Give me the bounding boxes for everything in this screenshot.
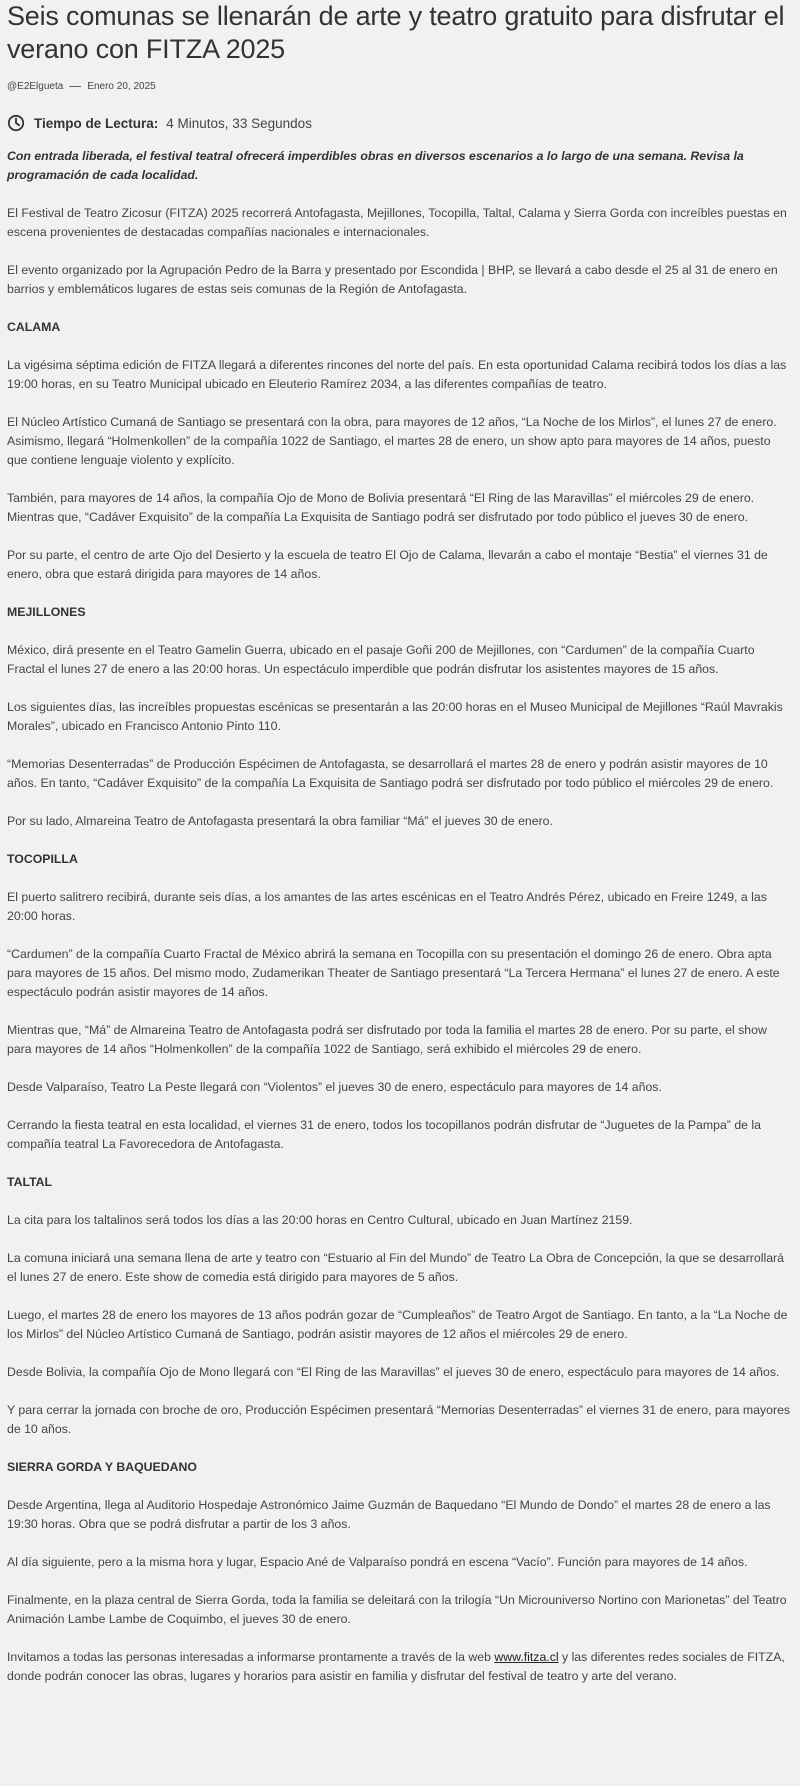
reading-time-value: 4 Minutos, 33 Segundos xyxy=(166,115,312,131)
meta-separator xyxy=(69,86,81,87)
body-paragraph: “Memorias Desenterradas” de Producción Espécimen de Antofagasta, se desarrollará el martes 28 de enero y podrán asistir mayores de 10 años. En tanto, “Cadáver Exquisito” de la compañía La Exquisita de Santiago podrá ser disfrutado por todo público el miércoles 29 de enero. xyxy=(7,757,774,790)
body-paragraph: “Cardumen” de la compañía Cuarto Fractal de México abrirá la semana en Tocopilla con su presentación el domingo 26 de enero. Obra apta para mayores de 15 años. Del mismo modo, Zudamerikan Theater de Santiago presentará “La Tercera Hermana” el lunes 27 de enero. A este espectáculo podrán asistir mayores de 14 años. xyxy=(7,947,780,999)
body-paragraph: La comuna iniciará una semana llena de arte y teatro con “Estuario al Fin del Mundo” de Teatro La Obra de Concepción, la que se desarrollará el lunes 27 de enero. Este show de comedia está dirigido para mayores de 5 años. xyxy=(7,1251,784,1284)
reading-time xyxy=(7,111,793,135)
article-lead: Con entrada liberada, el festival teatral ofrecerá imperdibles obras en diversos escenarios a lo largo de una semana. Revisa la programación de cada localidad. xyxy=(7,149,744,182)
body-paragraph: Desde Argentina, llega al Auditorio Hospedaje Astronómico Jaime Guzmán de Baquedano “El Mundo de Dondo” el martes 28 de enero a las 19:30 horas. Obra que se podrá disfrutar a partir de los 3 años. xyxy=(7,1498,771,1531)
body-paragraph: Luego, el martes 28 de enero los mayores de 13 años podrán gozar de “Cumpleaños” de Teatro Argot de Santiago. En tanto, a la “La Noche de los Mirlos” del Núcleo Artístico Cumaná de Santiago, podrán asistir mayores de 12 años el miércoles 29 de enero. xyxy=(7,1308,788,1341)
section-heading-taltal: TALTAL xyxy=(7,1175,53,1189)
body-paragraph: La vigésima séptima edición de FITZA llegará a diferentes rincones del norte del país. En esta oportunidad Calama recibirá todos los días a las 19:00 horas, en su Teatro Municipal ubicado en Eleuterio Ramírez 2034, a las diferentes compañías de teatro. xyxy=(7,358,787,391)
body-paragraph: Y para cerrar la jornada con broche de oro, Producción Espécimen presentará “Memorias Desenterradas” el viernes 31 de enero, para mayores de 10 años. xyxy=(7,1403,791,1436)
body-paragraph: Mientras que, “Má” de Almareina Teatro de Antofagasta podrá ser disfrutado por toda la familia el martes 28 de enero. Por su parte, el show para mayores de 14 años “Holmenkollen” de la compañía 1022 de Santiago, será exhibido el miércoles 29 de enero. xyxy=(7,1023,767,1056)
body-paragraph: México, dirá presente en el Teatro Gamelin Guerra, ubicado en el pasaje Goñi 200 de Mejillones, con “Cardumen” de la compañía Cuarto Fractal el lunes 27 de enero a las 20:00 horas. Un espectáculo imperdible que podrán disfrutar los asistentes mayores de 15 años. xyxy=(7,643,755,676)
section-heading-tocopilla: TOCOPILLA xyxy=(7,852,78,866)
body-paragraph: El puerto salitrero recibirá, durante seis días, a los amantes de las artes escénicas en el Teatro Andrés Pérez, ubicado en Freire 1249, a las 20:00 horas. xyxy=(7,890,767,923)
section-heading-calama: CALAMA xyxy=(7,320,61,334)
body-paragraph: Los siguientes días, las increíbles propuestas escénicas se presentarán a las 20:00 horas en el Museo Municipal de Mejillones “Raúl Mavrakis Morales”, ubicado en Francisco Antonio Pinto 110. xyxy=(7,700,783,733)
reading-time-label: Tiempo de Lectura: xyxy=(34,115,159,131)
body-paragraph: El Núcleo Artístico Cumaná de Santiago se presentará con la obra, para mayores de 12 años, “La Noche de los Mirlos”, el lunes 27 de enero. Asimismo, llegará “Holmenkollen” de la compañía 1022 de Santiago, el martes 28 de enero, un show apto para mayores de 14 años, puesto que contiene lenguaje violento y explícito. xyxy=(7,415,777,467)
publish-date: Enero 20, 2025 xyxy=(87,80,156,92)
body-paragraph: Por su parte, el centro de arte Ojo del Desierto y la escuela de teatro El Ojo de Calama, llevarán a cabo el montaje “Bestia” el viernes 31 de enero, obra que estará dirigida para mayores de 14 años. xyxy=(7,548,768,581)
body-paragraph: Cerrando la fiesta teatral en esta localidad, el viernes 31 de enero, todos los tocopillanos podrán disfrutar de “Juguetes de la Pampa” de la compañía teatral La Favorecedora de Antofagasta. xyxy=(7,1118,761,1151)
body-paragraph: Al día siguiente, pero a la misma hora y lugar, Espacio Ané de Valparaíso pondrá en escena “Vacío”. Función para mayores de 14 años. xyxy=(7,1555,748,1569)
body-paragraph: Desde Bolivia, la compañía Ojo de Mono llegará con “El Ring de las Maravillas” el jueves 30 de enero, espectáculo para mayores de 14 años. xyxy=(7,1365,780,1379)
body-paragraph: Desde Valparaíso, Teatro La Peste llegará con “Violentos” el jueves 30 de enero, espectáculo para mayores de 14 años. xyxy=(7,1080,662,1094)
intro-paragraph: El Festival de Teatro Zicosur (FITZA) 2025 recorrerá Antofagasta, Mejillones, Tocopilla, Taltal, Calama y Sierra Gorda con increíbles puestas en escena provenientes de destacadas compañías nacionales e internacionales. xyxy=(7,206,787,239)
section-heading-sierra-gorda: SIERRA GORDA Y BAQUEDANO xyxy=(7,1460,197,1474)
author-name[interactable]: @E2Elgueta xyxy=(7,80,64,92)
clock-icon xyxy=(7,114,25,132)
fitza-website-link[interactable]: www.fitza.cl xyxy=(494,1650,559,1664)
body-paragraph: La cita para los taltalinos será todos los días a las 20:00 horas en Centro Cultural, ubicado en Juan Martínez 2159. xyxy=(7,1213,633,1227)
body-paragraph: Finalmente, en la plaza central de Sierra Gorda, toda la familia se deleitará con la trilogía “Un Microuniverso Nortino con Marionetas” del Teatro Animación Lambe Lambe de Coquimbo, el jueves 30 de enero. xyxy=(7,1593,787,1626)
closing-paragraph xyxy=(7,1648,793,1686)
closing-text-after: y las diferentes redes sociales de FITZA, donde podrán conocer las obras, lugares y horarios para asistir en familia y disfrutar del festival de teatro y arte del verano. xyxy=(7,1650,785,1683)
body-paragraph: También, para mayores de 14 años, la compañía Ojo de Mono de Bolivia presentará “El Ring de las Maravillas” el miércoles 29 de enero. Mientras que, “Cadáver Exquisito” de la compañía La Exquisita de Santiago podrá ser disfrutado por todo público el jueves 30 de enero. xyxy=(7,491,755,524)
closing-text-before: Invitamos a todas las personas interesadas a informarse prontamente a través de la web xyxy=(7,1650,495,1664)
intro-paragraph: El evento organizado por la Agrupación Pedro de la Barra y presentado por Escondida | BHP, se llevará a cabo desde el 25 al 31 de enero en barrios y emblemáticos lugares de estas seis comunas de la Región de Antofagasta. xyxy=(7,263,778,296)
article-meta xyxy=(7,79,793,93)
article-title: Seis comunas se llenarán de arte y teatro gratuito para disfrutar el verano con FITZA 2025 xyxy=(7,1,785,64)
body-paragraph: Por su lado, Almareina Teatro de Antofagasta presentará la obra familiar “Má” el jueves 30 de enero. xyxy=(7,814,553,828)
section-heading-mejillones: MEJILLONES xyxy=(7,605,86,619)
